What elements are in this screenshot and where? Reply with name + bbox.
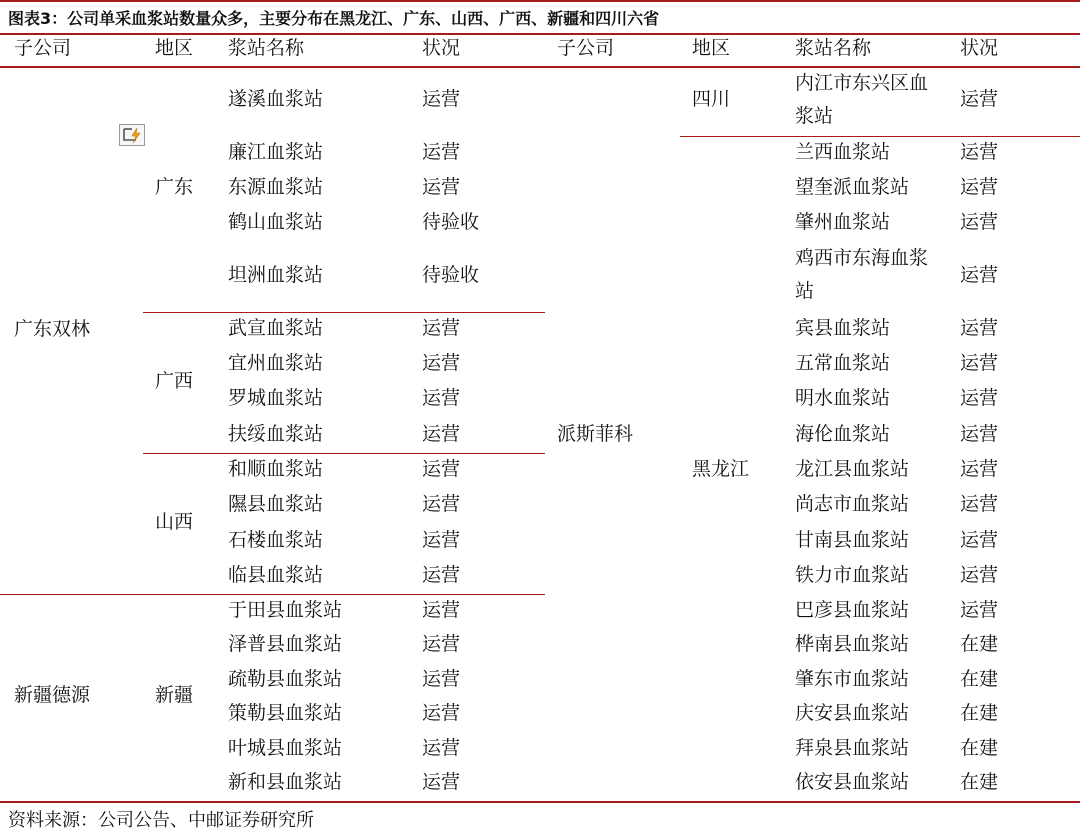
station-status: 运营 [422, 529, 461, 551]
station-name: 石楼血浆站 [228, 529, 324, 551]
region-cell: 广西 [155, 370, 194, 392]
header-left-region: 地区 [155, 37, 194, 59]
header-right-station: 浆站名称 [795, 37, 872, 59]
source-note: 资料来源：公司公告、中邮证券研究所 [8, 810, 314, 831]
top-rule [0, 0, 1080, 2]
station-status: 在建 [960, 668, 999, 690]
region-cell: 山西 [155, 511, 194, 533]
station-name: 东源血浆站 [228, 176, 324, 198]
station-name: 内江市东兴区血浆站 [795, 72, 929, 127]
station-name: 依安县血浆站 [795, 771, 910, 793]
region-cell: 广东 [155, 176, 194, 198]
station-name: 于田县血浆站 [228, 599, 343, 621]
region-cell: 四川 [692, 88, 731, 110]
company-cell: 广东双林 [14, 318, 91, 340]
station-status: 运营 [960, 599, 999, 621]
station-status: 运营 [960, 529, 999, 551]
station-status: 运营 [960, 317, 999, 339]
company-cell: 派斯菲科 [557, 423, 634, 445]
station-status: 运营 [960, 141, 999, 163]
station-name: 武宣血浆站 [228, 317, 324, 339]
station-status: 运营 [422, 317, 461, 339]
station-name: 宾县血浆站 [795, 317, 891, 339]
station-status: 运营 [960, 88, 999, 110]
station-name: 罗城血浆站 [228, 387, 324, 409]
station-name: 望奎派血浆站 [795, 176, 910, 198]
figure-title: 图表3：公司单采血浆站数量众多，主要分布在黑龙江、广东、山西、广西、新疆和四川六省 [8, 9, 660, 28]
header-left-station: 浆站名称 [228, 37, 305, 59]
station-status: 待验收 [422, 264, 480, 286]
station-name: 疏勒县血浆站 [228, 668, 343, 690]
station-status: 运营 [422, 352, 461, 374]
station-name: 临县血浆站 [228, 564, 324, 586]
station-name: 廉江血浆站 [228, 141, 324, 163]
station-name: 扶绥血浆站 [228, 423, 324, 445]
station-name: 遂溪血浆站 [228, 88, 324, 110]
station-status: 运营 [422, 564, 461, 586]
station-name: 策勒县血浆站 [228, 702, 343, 724]
station-status: 运营 [422, 771, 461, 793]
station-status: 在建 [960, 771, 999, 793]
station-status: 运营 [960, 264, 999, 286]
station-status: 运营 [422, 668, 461, 690]
header-left-company: 子公司 [14, 37, 72, 59]
station-status: 运营 [422, 423, 461, 445]
station-name: 兰西血浆站 [795, 141, 891, 163]
station-name: 隰县血浆站 [228, 493, 324, 515]
station-name: 坦洲血浆站 [228, 264, 324, 286]
company-cell: 新疆德源 [14, 684, 91, 706]
station-name: 龙江县血浆站 [795, 458, 910, 480]
header-left-status: 状况 [422, 37, 461, 59]
group-divider [143, 312, 545, 313]
station-status: 运营 [960, 211, 999, 233]
region-cell: 黑龙江 [692, 458, 750, 480]
header-right-status: 状况 [960, 37, 999, 59]
station-name: 鸡西市东海血浆站 [795, 247, 929, 302]
station-status: 运营 [422, 88, 461, 110]
header-right-company: 子公司 [557, 37, 615, 59]
station-status: 运营 [422, 176, 461, 198]
station-status: 运营 [422, 702, 461, 724]
station-name: 明水血浆站 [795, 387, 891, 409]
station-status: 在建 [960, 702, 999, 724]
group-divider [143, 453, 545, 454]
station-status: 在建 [960, 737, 999, 759]
station-status: 运营 [960, 423, 999, 445]
station-name: 甘南县血浆站 [795, 529, 910, 551]
station-name: 海伦血浆站 [795, 423, 891, 445]
station-status: 待验收 [422, 211, 480, 233]
station-status: 运营 [960, 352, 999, 374]
station-status: 运营 [960, 493, 999, 515]
station-name: 巴彦县血浆站 [795, 599, 910, 621]
station-name: 五常血浆站 [795, 352, 891, 374]
station-status: 运营 [422, 737, 461, 759]
station-name: 肇东市血浆站 [795, 668, 910, 690]
station-name: 庆安县血浆站 [795, 702, 910, 724]
station-name: 拜泉县血浆站 [795, 737, 910, 759]
station-name: 尚志市血浆站 [795, 493, 910, 515]
station-status: 运营 [422, 458, 461, 480]
station-status: 运营 [960, 387, 999, 409]
station-status: 运营 [422, 633, 461, 655]
annotation-flag-icon[interactable] [119, 124, 145, 146]
group-divider [0, 594, 545, 595]
station-name: 桦南县血浆站 [795, 633, 910, 655]
station-name: 鹤山血浆站 [228, 211, 324, 233]
station-status: 运营 [422, 387, 461, 409]
station-status: 运营 [422, 599, 461, 621]
station-status: 运营 [960, 564, 999, 586]
station-name: 泽普县血浆站 [228, 633, 343, 655]
station-status: 运营 [422, 493, 461, 515]
station-name: 肇州血浆站 [795, 211, 891, 233]
region-cell: 新疆 [155, 684, 194, 706]
station-status: 运营 [960, 458, 999, 480]
station-name: 和顺血浆站 [228, 458, 324, 480]
station-name: 宜州血浆站 [228, 352, 324, 374]
station-status: 在建 [960, 633, 999, 655]
station-name: 叶城县血浆站 [228, 737, 343, 759]
station-status: 运营 [960, 176, 999, 198]
station-status: 运营 [422, 141, 461, 163]
bottom-rule [0, 801, 1080, 803]
station-name: 铁力市血浆站 [795, 564, 910, 586]
station-name: 新和县血浆站 [228, 771, 343, 793]
header-right-region: 地区 [692, 37, 731, 59]
